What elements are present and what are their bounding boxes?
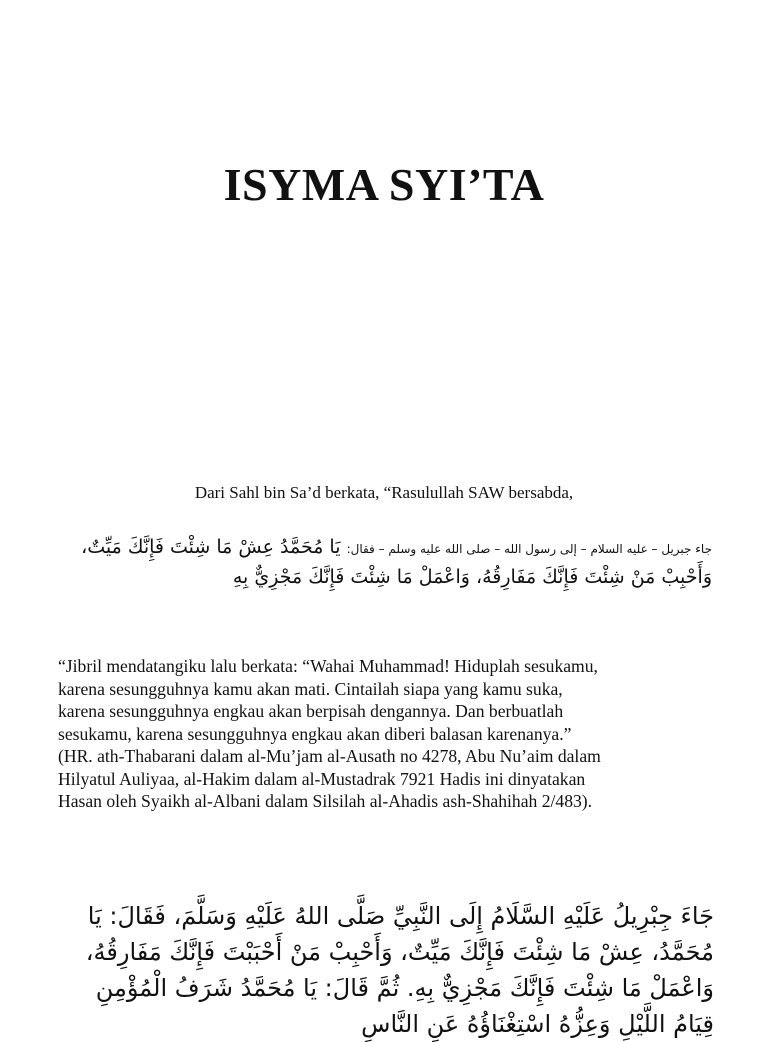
arabic-hadith-text: يَا مُحَمَّدُ عِشْ مَا شِئْتَ فَإِنَّكَ مَيِّتٌ، وَأَحْبِبْ مَنْ شِئْتَ فَإِنَّكَ مَفَارِقُهُ، وَاعْمَلْ مَا شِئْتَ فَإِنَّكَ مَجْزِيٌّ بِهِ bbox=[81, 536, 712, 588]
page-title: ISYMA SYI’TA bbox=[223, 159, 545, 210]
arabic-hadith-second: جَاءَ جِبْرِيلُ عَلَيْهِ السَّلَامُ إِلَى النَّبِيِّ صَلَّى اللهُ عَلَيْهِ وَسَلَّمَ، فَقَالَ: يَا مُحَمَّدُ، عِشْ مَا شِئْتَ فَإِنَّكَ مَيِّتٌ، وَأَحْبِبْ مَنْ أَحْبَبْتَ فَإِنَّكَ مَفَارِقُهُ، وَاعْمَلْ مَا شِئْتَ فَإِنَّكَ مَجْزِيٌّ بِهِ. ثُمَّ قَالَ: يَا مُحَمَّدُ شَرَفُ الْمُؤْمِنِ قِيَامُ اللَّيْلِ وَعِزُّهُ اسْتِغْنَاؤُهُ عَنِ النَّاسِ bbox=[85, 902, 714, 1038]
arabic-hadith-lead: جاء جبريل – عليه السلام – إلى رسول الله – صلى الله عليه وسلم – فقال: bbox=[346, 542, 712, 556]
translation-line: “Jibril mendatangiku lalu berkata: “Wahai Muhammad! Hiduplah sesukamu, bbox=[58, 656, 598, 676]
translation-line: karena sesungguhnya kamu akan mati. Cintailah siapa yang kamu suka, bbox=[58, 678, 563, 699]
translation-line: Hilyatul Auliyaa, al-Hakim dalam al-Mustadrak 7921 Hadis ini dinyatakan bbox=[58, 768, 586, 789]
translation-line: sesukamu, karena sesungguhnya engkau akan diberi balasan karenanya.” bbox=[58, 723, 572, 744]
translation-line: Hasan oleh Syaikh al-Albani dalam Silsilah al-Ahadis ash-Shahihah 2/483). bbox=[58, 791, 593, 811]
intro-line: Dari Sahl bin Sa’d berkata, “Rasulullah SAW bersabda, bbox=[194, 483, 574, 502]
arabic-hadith-first bbox=[66, 533, 712, 591]
hadith-translation bbox=[58, 655, 728, 813]
translation-line: (HR. ath-Thabarani dalam al-Mu’jam al-Ausath no 4278, Abu Nu’aim dalam bbox=[58, 746, 601, 766]
translation-line: karena sesungguhnya engkau akan berpisah dengannya. Dan berbuatlah bbox=[58, 701, 564, 721]
